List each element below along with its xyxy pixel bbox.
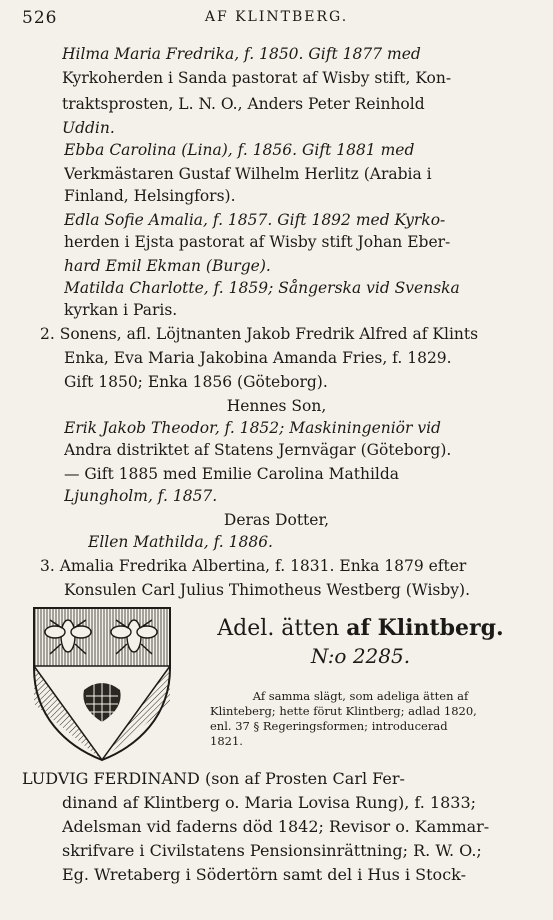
text-line: Gift 1850; Enka 1856 (Göteborg). [64,373,328,391]
page-header [22,8,531,30]
text-line: 2. Sonens, afl. Löjtnanten Jakob Fredrik Alfred af Klints [40,325,479,343]
text-line: hard Emil Ekman (Burge). [64,257,271,275]
text-line: Uddin. [62,119,115,137]
text-line: Edla Sofie Amalia, f. 1857. Gift 1892 med Kyrko- [64,211,446,229]
text-line: 3. Amalia Fredrika Albertina, f. 1831. Enka 1879 efter [40,557,467,575]
family-title [190,614,531,642]
coat-of-arms-icon [28,604,176,764]
text-line: Enka, Eva Maria Jakobina Amanda Fries, f. 1829. [64,349,452,367]
text-line: Deras Dotter, [223,511,330,529]
page-number: 526 [22,8,58,28]
family-note-line: 1821. [210,734,243,748]
text-line: Ebba Carolina (Lina), f. 1856. Gift 1881 med [64,141,415,159]
family-note-line: Af samma slägt, som adeliga ätten af [252,689,469,703]
text-line: traktsprosten, L. N. O., Anders Peter Reinhold [62,95,425,113]
entry-line: skrifvare i Civilstatens Pensionsinrättning; R. W. O.; [62,841,482,860]
family-title-prefix: Adel. ätten [217,616,340,641]
text-line: Finland, Helsingfors). [64,187,236,205]
text-line: Matilda Charlotte, f. 1859; Sångerska vid Svenska [64,279,460,297]
family-title-name: af Klintberg. [346,615,504,641]
text-line: Andra distriktet af Statens Jernvägar (Göteborg). [64,441,452,459]
entry-line: LUDVIG FERDINAND (son af Prosten Carl Fer- [22,769,405,788]
text-line: Konsulen Carl Julius Thimotheus Westberg (Wisby). [64,581,471,599]
text-line: — Gift 1885 med Emilie Carolina Mathilda [64,465,400,483]
family-note-line: Klinteberg; hette förut Klintberg; adlad 1820, [210,704,477,718]
family-note-line: enl. 37 § Regeringsformen; introducerad [210,719,448,733]
text-line: Verkmästaren Gustaf Wilhelm Herlitz (Arabia i [64,165,432,183]
entry-line: Adelsman vid faderns död 1842; Revisor o. Kammar- [62,817,490,836]
entry-line: dinand af Klintberg o. Maria Lovisa Rung), f. 1833; [62,793,477,812]
running-title: AF KLINTBERG. [204,9,349,25]
text-line: herden i Ejsta pastorat af Wisby stift Johan Eber- [64,233,451,251]
text-line: kyrkan i Paris. [64,301,178,319]
text-line: Hennes Son, [226,397,327,415]
text-line: Hilma Maria Fredrika, f. 1850. Gift 1877 med [62,45,421,63]
text-line: Ljungholm, f. 1857. [64,487,218,505]
text-line: Erik Jakob Theodor, f. 1852; Maskiningeniör vid [64,419,441,437]
entry-line: Eg. Wretaberg i Södertörn samt del i Hus i Stock- [62,865,466,884]
text-line: Kyrkoherden i Sanda pastorat af Wisby stift, Kon- [62,69,452,87]
text-line: Ellen Mathilda, f. 1886. [88,533,273,551]
family-number: N:o 2285. [310,644,411,668]
